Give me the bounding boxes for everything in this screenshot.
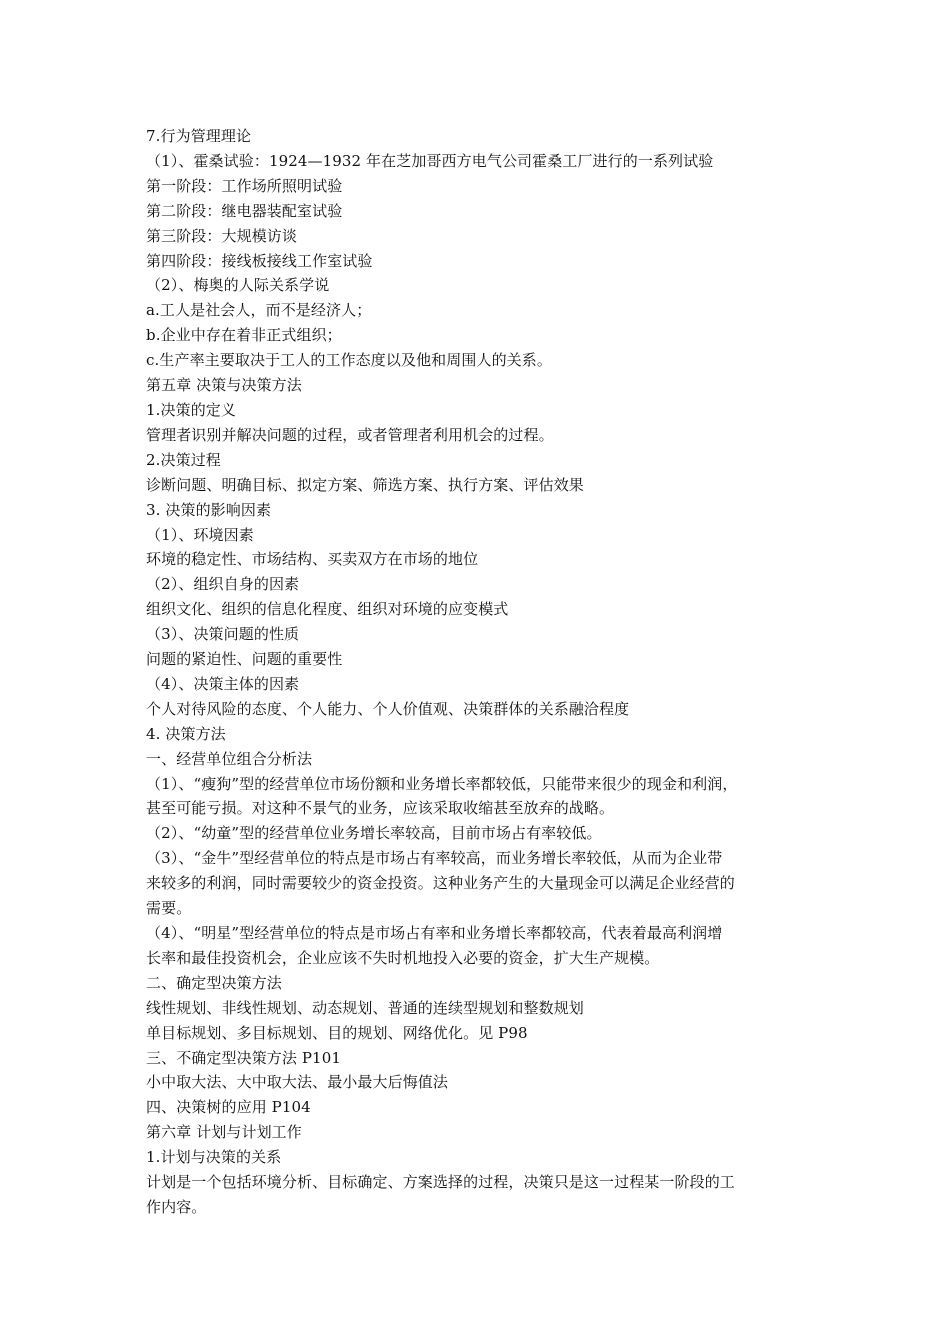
subsection-heading: （2）、梅奥的人际关系学说	[146, 276, 330, 295]
subsection-heading: 一、经营单位组合分析法	[146, 749, 313, 768]
subsection-heading: （4）、决策主体的因素	[146, 674, 300, 693]
text-line: （1）、“瘦狗”型的经营单位市场份额和业务增长率都较低，只能带来很少的现金和利润，	[146, 774, 738, 793]
section-heading: 7.行为管理理论	[146, 127, 252, 145]
text-line: 个人对待风险的态度、个人能力、个人价值观、决策群体的关系融洽程度	[146, 699, 630, 718]
text-line: （4）、“明星”型经营单位的特点是市场占有率和业务增长率都较高，代表着最高利润增	[146, 924, 723, 942]
text-line: c.生产率主要取决于工人的工作态度以及他和周围人的关系。	[146, 351, 552, 370]
section-heading: 2.决策过程	[146, 450, 221, 469]
text-line: 单目标规划、多目标规划、目的规划、网络优化。见 P98	[146, 1023, 528, 1042]
text-line: 甚至可能亏损。对这种不景气的业务，应该采取收缩甚至放弃的战略。	[146, 799, 615, 818]
text-line: （2）、“幼童”型的经营单位业务增长率较高，目前市场占有率较低。	[146, 824, 602, 843]
subsection-heading: （3）、决策问题的性质	[146, 625, 300, 644]
section-heading: 4. 决策方法	[146, 724, 226, 743]
subsection-heading: 四、决策树的应用 P104	[146, 1098, 311, 1117]
text-line: 第三阶段：大规模访谈	[146, 226, 298, 245]
text-line: 作内容。	[146, 1197, 207, 1216]
section-heading: 1.计划与决策的关系	[146, 1148, 282, 1167]
section-heading: 1.决策的定义	[146, 400, 237, 419]
text-line: 来较多的利润，同时需要较少的资金投资。这种业务产生的大量现金可以满足企业经营的	[146, 874, 735, 893]
text-line: 线性规划、非线性规划、动态规划、普通的连续型规划和整数规划	[146, 998, 584, 1017]
text-line: 计划是一个包括环境分析、目标确定、方案选择的过程，决策只是这一过程某一阶段的工	[146, 1173, 735, 1192]
subsection-heading: （1）、霍桑试验：1924—1932 年在芝加哥西方电气公司霍桑工厂进行的一系列试验	[146, 151, 714, 170]
text-line: 问题的紧迫性、问题的重要性	[146, 650, 343, 669]
subsection-heading: 二、确定型决策方法	[146, 973, 282, 992]
text-line: b.企业中存在着非正式组织；	[146, 326, 342, 345]
document-body	[146, 124, 814, 1220]
text-line: a.工人是社会人，而不是经济人；	[146, 301, 372, 320]
subsection-heading: （1）、环境因素	[146, 525, 254, 544]
text-line: （3）、“金牛”型经营单位的特点是市场占有率较高，而业务增长率较低，从而为企业带	[146, 849, 723, 868]
text-line: 环境的稳定性、市场结构、买卖双方在市场的地位	[146, 550, 479, 569]
text-line: 小中取大法、大中取大法、最小最大后悔值法	[146, 1073, 449, 1092]
text-line: 诊断问题、明确目标、拟定方案、筛选方案、执行方案、评估效果	[146, 475, 584, 494]
text-line: 需要。	[146, 899, 192, 918]
text-line: 第二阶段：继电器装配室试验	[146, 201, 343, 220]
text-line: 第四阶段：接线板接线工作室试验	[146, 251, 373, 270]
chapter-heading: 第五章 决策与决策方法	[146, 376, 302, 395]
subsection-heading: （2）、组织自身的因素	[146, 575, 300, 594]
text-line: 长率和最佳投资机会，企业应该不失时机地投入必要的资金，扩大生产规模。	[146, 948, 660, 967]
chapter-heading: 第六章 计划与计划工作	[146, 1123, 302, 1142]
section-heading: 3. 决策的影响因素	[146, 500, 272, 519]
subsection-heading: 三、不确定型决策方法 P101	[146, 1048, 341, 1067]
text-line: 管理者识别并解决问题的过程，或者管理者利用机会的过程。	[146, 425, 554, 444]
text-line: 组织文化、组织的信息化程度、组织对环境的应变模式	[146, 600, 509, 619]
text-line: 第一阶段：工作场所照明试验	[146, 176, 343, 195]
